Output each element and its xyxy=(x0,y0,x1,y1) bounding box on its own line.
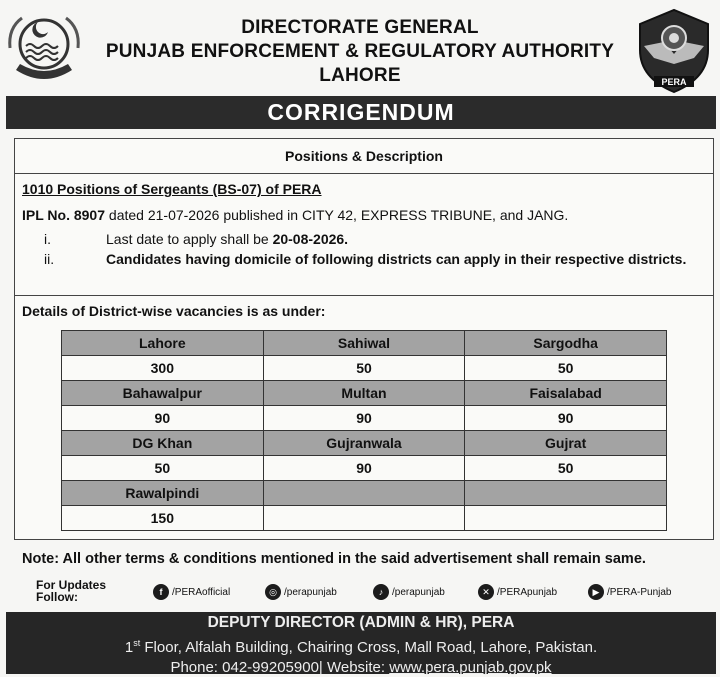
positions-title: 1010 Positions of Sergeants (BS-07) of PERA xyxy=(22,181,322,197)
vacancy-count: 90 xyxy=(263,456,465,481)
instagram-icon: ◎ xyxy=(265,584,281,600)
footer xyxy=(6,612,716,674)
district-name: Gujranwala xyxy=(263,431,465,456)
social-facebook[interactable] xyxy=(153,584,230,600)
social-handle: /PERAofficial xyxy=(172,586,231,598)
website-link[interactable]: www.pera.punjab.gov.pk xyxy=(389,659,552,676)
vacancy-count: 50 xyxy=(263,356,465,381)
footer-contact xyxy=(6,658,716,677)
district-name: Faisalabad xyxy=(465,381,667,406)
vacancies-table xyxy=(61,330,667,531)
list-item-text: Last date to apply shall be xyxy=(106,231,273,247)
list-item-number: ii. xyxy=(44,251,55,267)
table-row xyxy=(62,406,667,431)
updates-label xyxy=(36,579,106,603)
vacancy-count: 150 xyxy=(62,506,264,531)
vacancy-count: 300 xyxy=(62,356,264,381)
social-handle: /perapunjab xyxy=(392,586,445,598)
details-label: Details of District-wise vacancies is as under: xyxy=(22,303,326,319)
table-row xyxy=(62,356,667,381)
youtube-icon: ▶ xyxy=(588,584,604,600)
last-date: 20-08-2026. xyxy=(272,231,349,247)
vacancy-count xyxy=(465,506,667,531)
district-name: Gujrat xyxy=(465,431,667,456)
org-line-2: PUNJAB ENFORCEMENT & REGULATORY AUTHORITY xyxy=(105,41,615,62)
updates-label-line-2: Follow: xyxy=(36,590,78,604)
table-row xyxy=(62,481,667,506)
list-item xyxy=(22,251,702,268)
punjab-emblem-icon xyxy=(4,8,84,88)
pera-badge-icon xyxy=(634,6,714,94)
tiktok-icon: ♪ xyxy=(373,584,389,600)
divider xyxy=(15,295,713,296)
list-item xyxy=(22,231,702,248)
vacancy-count: 90 xyxy=(62,406,264,431)
social-x[interactable] xyxy=(478,584,557,600)
ipl-line xyxy=(22,207,702,223)
social-handle: /perapunjab xyxy=(284,586,337,598)
list-item-text: Candidates having domicile of following districts can apply in their respective districts. xyxy=(106,251,687,267)
table-row xyxy=(62,331,667,356)
district-name: Sargodha xyxy=(465,331,667,356)
district-name xyxy=(465,481,667,506)
vacancy-count: 50 xyxy=(62,456,264,481)
district-name: Multan xyxy=(263,381,465,406)
table-row xyxy=(62,456,667,481)
vacancy-count xyxy=(263,506,465,531)
ipl-text: dated 21-07-2026 published in CITY 42, EXPRESS TRIBUNE, and JANG. xyxy=(105,207,569,223)
vacancy-count: 90 xyxy=(465,406,667,431)
letterhead xyxy=(0,0,720,95)
org-line-3: LAHORE xyxy=(319,65,401,86)
facebook-icon: f xyxy=(153,584,169,600)
social-tiktok[interactable] xyxy=(373,584,445,600)
frame-title: Positions & Description xyxy=(15,139,713,174)
positions-frame xyxy=(14,138,714,540)
district-name: Bahawalpur xyxy=(62,381,264,406)
x-icon: ✕ xyxy=(478,584,494,600)
footer-title: DEPUTY DIRECTOR (ADMIN & HR), PERA xyxy=(207,614,515,631)
district-name: Lahore xyxy=(62,331,264,356)
svg-text:PERA: PERA xyxy=(661,77,687,87)
vacancy-count: 50 xyxy=(465,356,667,381)
district-name xyxy=(263,481,465,506)
list-item-number: i. xyxy=(44,231,51,247)
social-handle: /PERApunjab xyxy=(497,586,558,598)
note-text: Note: All other terms & conditions mentioned in the said advertisement shall remain same. xyxy=(22,551,646,567)
district-name: DG Khan xyxy=(62,431,264,456)
ipl-number: IPL No. 8907 xyxy=(22,207,106,223)
table-row xyxy=(62,506,667,531)
vacancy-count: 90 xyxy=(263,406,465,431)
vacancy-count: 50 xyxy=(465,456,667,481)
table-row xyxy=(62,431,667,456)
social-instagram[interactable] xyxy=(265,584,337,600)
org-line-1: DIRECTORATE GENERAL xyxy=(241,17,479,38)
district-name: Rawalpindi xyxy=(62,481,264,506)
updates-label-line-1: For Updates xyxy=(36,578,107,592)
positions-section xyxy=(22,181,702,271)
footer-address: 1st Floor, Alfalah Building, Chairing Cross, Mall Road, Lahore, Pakistan. xyxy=(124,638,598,656)
table-row xyxy=(62,381,667,406)
corrigendum-banner: CORRIGENDUM xyxy=(6,96,716,129)
district-name: Sahiwal xyxy=(263,331,465,356)
footer-phone: Phone: 042-99205900| Website: xyxy=(170,659,390,676)
social-handle: /PERA-Punjab xyxy=(607,586,672,598)
social-youtube[interactable] xyxy=(588,584,671,600)
